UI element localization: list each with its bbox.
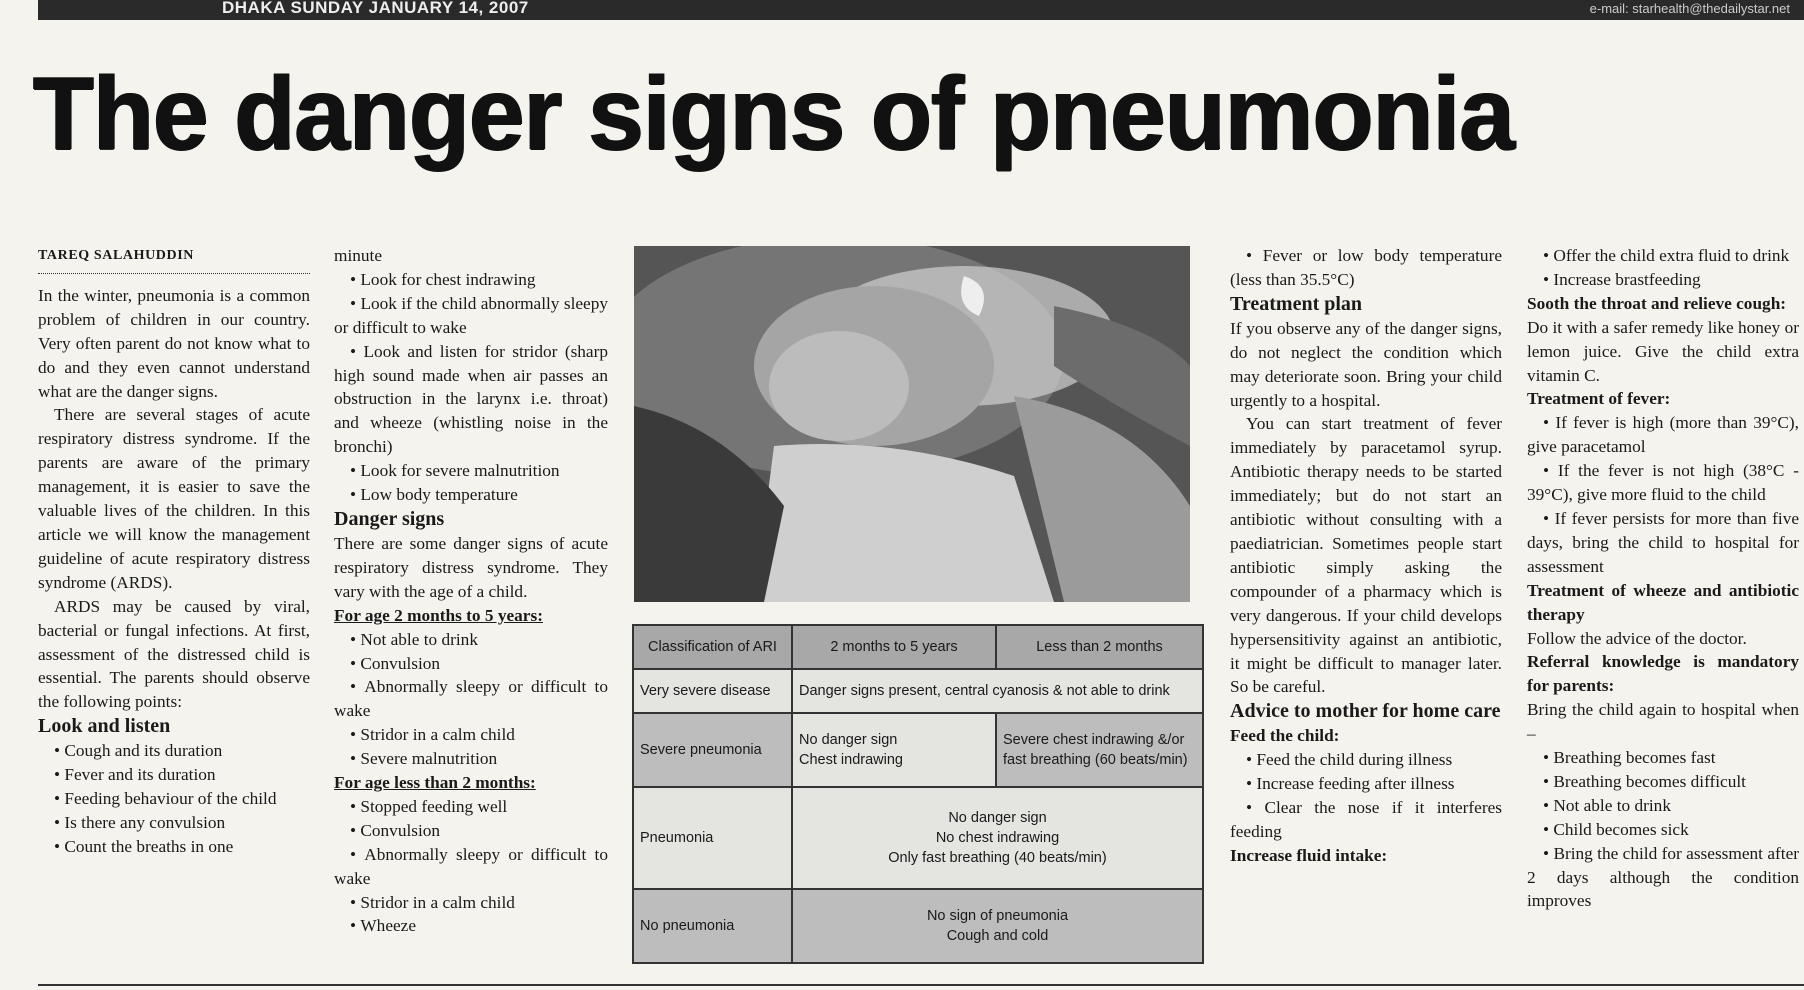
bullet-item: • Look for chest indrawing (334, 268, 608, 292)
bullet-item: • If the fever is not high (38°C - 39°C), give more fluid to the child (1527, 459, 1799, 507)
subheading-sooth-throat: Sooth the throat and relieve cough: (1527, 293, 1787, 313)
table-header-cell: 2 months to 5 years (792, 625, 996, 669)
dateline: DHAKA SUNDAY JANUARY 14, 2007 (222, 0, 529, 17)
masthead-bar (38, 0, 1804, 20)
paragraph: ARDS may be caused by viral, bacterial or fungal infections. At first, assessment of the distressed child is essential. The parents should observe the following points: (38, 596, 310, 712)
bullet-item: • Increase feeding after illness (1230, 772, 1502, 796)
continued-text: minute (334, 246, 382, 265)
cell-line: No danger sign (948, 810, 1047, 827)
cell-severe-under-2m (996, 713, 1203, 786)
cell-very-severe: Danger signs present, central cyanosis & not able to drink (792, 669, 1203, 713)
paragraph: There are some danger signs of acute respiratory distress syndrome. They vary with the age of a child. (334, 533, 608, 601)
subheading-treatment-fever: Treatment of fever: (1527, 389, 1671, 409)
cell-pneumonia (792, 787, 1203, 890)
article-column-3 (1230, 244, 1502, 868)
table-header-cell: Classification of ARI (633, 625, 792, 669)
byline-rule (38, 273, 310, 274)
row-label-severe-pneumonia: Severe pneumonia (633, 713, 792, 786)
table-row (633, 669, 1203, 713)
bullet-item: • Feed the child during illness (1230, 748, 1502, 772)
cell-line: No danger sign (799, 731, 898, 748)
cell-severe-2m-5y (792, 713, 996, 786)
bottom-rule (38, 984, 1804, 986)
bullet-item: • Look if the child abnormally sleepy or difficult to wake (334, 292, 608, 340)
paragraph: Follow the advice of the doctor. (1527, 628, 1747, 648)
cell-no-pneumonia (792, 889, 1203, 963)
article-column-4 (1527, 244, 1799, 913)
bullet-item: • Breathing becomes difficult (1527, 770, 1799, 794)
bullet-item: • Breathing becomes fast (1527, 746, 1799, 770)
bullet-item: • Stridor in a calm child (334, 891, 608, 915)
bullet-item: • Not able to drink (334, 628, 608, 652)
bullet-item: • Not able to drink (1527, 794, 1799, 818)
bullet-item: • Bring the child for assessment after 2 days although the condition improves (1527, 842, 1799, 914)
bullet-item: • Convulsion (334, 652, 608, 676)
bullet-item: • Fever or low body temperature (less than 35.5°C) (1230, 244, 1502, 292)
contact-email: e-mail: starhealth@thedailystar.net (1589, 1, 1790, 16)
headline: The danger signs of pneumonia (32, 56, 1513, 172)
table-row (633, 713, 1203, 786)
row-label-no-pneumonia: No pneumonia (633, 889, 792, 963)
byline: TAREQ SALAHUDDIN (38, 248, 194, 263)
table-row (633, 787, 1203, 890)
cell-line: No chest indrawing (935, 830, 1060, 847)
row-label-very-severe: Very severe disease (633, 669, 792, 713)
bullet-item: • Look and listen for stridor (sharp high sound made when air passes an obstruction in the larynx i.e. throat) and wheeze (whistling noise in the bronchi) (334, 340, 608, 460)
subheading-age-under-2m: For age less than 2 months: (334, 773, 536, 793)
bullet-item: • Child becomes sick (1527, 818, 1799, 842)
article-column-2 (334, 244, 608, 938)
article-column-1 (38, 244, 310, 859)
cell-line: Only fast breathing (40 beats/min) (888, 850, 1107, 867)
bullet-item: • Clear the nose if it interferes feeding (1230, 796, 1502, 844)
paragraph: Do it with a safer remedy like honey or lemon juice. Give the child extra vitamin C. (1527, 317, 1799, 385)
subheading-fluid-intake: Increase fluid intake: (1230, 845, 1388, 865)
table-header-row (633, 625, 1203, 669)
cell-line: No sign of pneumonia (926, 908, 1069, 925)
bullet-item: • Wheeze (334, 914, 608, 938)
bullet-item: • Abnormally sleepy or difficult to wake (334, 675, 608, 723)
cell-line: fast breathing (60 beats/min) (1003, 751, 1188, 768)
bullet-item: • Stridor in a calm child (334, 723, 608, 747)
cell-line: Severe chest indrawing &/or (1003, 731, 1185, 748)
bullet-item: • If fever persists for more than five days, bring the child to hospital for assessment (1527, 507, 1799, 579)
table-row (633, 889, 1203, 963)
ari-classification-table (632, 624, 1204, 964)
row-label-pneumonia: Pneumonia (633, 787, 792, 890)
paragraph: Bring the child again to hospital when – (1527, 700, 1799, 744)
bullet-item: • Abnormally sleepy or difficult to wake (334, 843, 608, 891)
cell-line: Cough and cold (946, 928, 1049, 945)
bullet-item: • If fever is high (more than 39°C), give paracetamol (1527, 411, 1799, 459)
bullet-item: • Offer the child extra fluid to drink (1527, 244, 1799, 268)
bullet-item: • Low body temperature (334, 483, 608, 507)
subheading-wheeze-antibiotic: Treatment of wheeze and antibiotic therapy (1527, 580, 1799, 624)
section-heading-treatment-plan: Treatment plan (1230, 292, 1363, 315)
paragraph: There are several stages of acute respiratory distress syndrome. If the parents are aware of the primary management, it is easier to save the valuable lives of the children. In this article we will know the management guideline of acute respiratory distress syndrome (ARDS). (38, 405, 310, 592)
subheading-feed-child: Feed the child: (1230, 726, 1340, 746)
bullet-item: • Convulsion (334, 819, 608, 843)
paragraph: You can start treatment of fever immediately by paracetamol syrup. Antibiotic therapy needs to be started immediately; but do not start an antibiotic without consulting with a paediatrician. Sometimes people start antibiotic simply asking the compounder of a pharmacy which is very dangerous. If your child develops hypersensitivity against an antibiotic, it might be difficult to manager later. So be careful. (1230, 414, 1502, 697)
photo-illustration (634, 246, 1190, 602)
bullet-item: • Stopped feeding well (334, 795, 608, 819)
bullet-item: • Cough and its duration (38, 739, 310, 763)
section-heading-advice-home-care: Advice to mother for home care (1230, 700, 1501, 723)
paragraph: In the winter, pneumonia is a common problem of children in our country. Very often parent do not know what to do and they even cannot understand what are the danger signs. (38, 285, 310, 401)
bullet-item: • Fever and its duration (38, 763, 310, 787)
bullet-item: • Severe malnutrition (334, 747, 608, 771)
bullet-item: • Feeding behaviour of the child (38, 787, 310, 811)
bullet-item: • Increase brastfeeding (1527, 268, 1799, 292)
bullet-item: • Look for severe malnutrition (334, 459, 608, 483)
subheading-age-2m-5y: For age 2 months to 5 years: (334, 605, 543, 625)
section-heading-look-and-listen: Look and listen (38, 715, 171, 738)
table-header-cell: Less than 2 months (996, 625, 1203, 669)
photo-sick-child (634, 246, 1190, 602)
section-heading-danger-signs: Danger signs (334, 507, 445, 530)
subheading-referral: Referral knowledge is mandatory for parents: (1527, 652, 1799, 696)
paragraph: If you observe any of the danger signs, do not neglect the condition which may deteriorate soon. Bring your child urgently to a hospital. (1230, 318, 1502, 410)
bullet-item: • Count the breaths in one (38, 835, 310, 859)
cell-line: Chest indrawing (799, 751, 903, 768)
bullet-item: • Is there any convulsion (38, 811, 310, 835)
